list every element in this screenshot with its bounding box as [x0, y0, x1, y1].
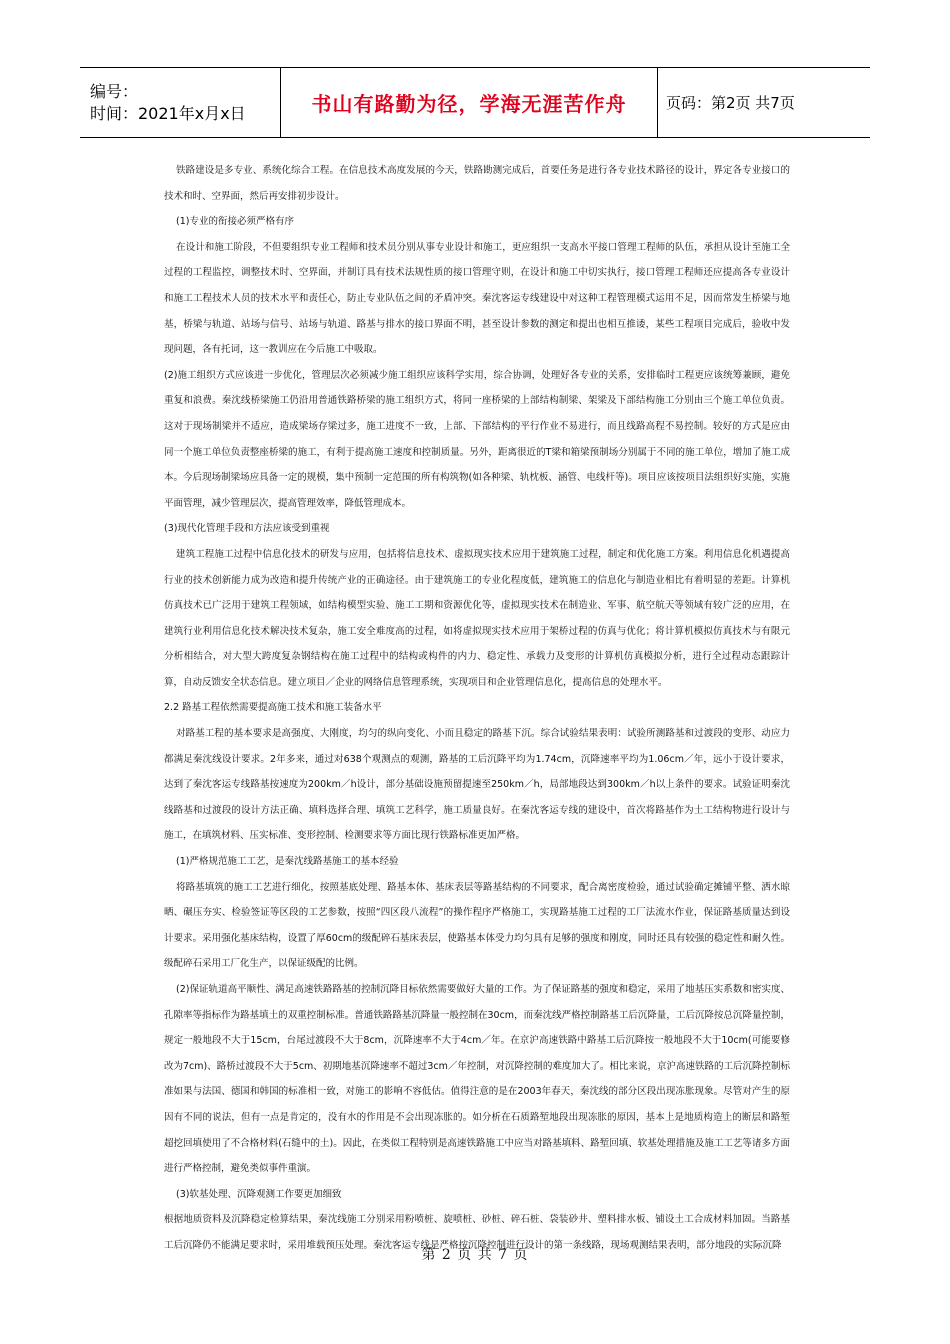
document-body [164, 158, 790, 1259]
page-footer: 第 2 页 共 7 页 [421, 1247, 529, 1263]
heading-construction-process: (1)严格规范施工工艺，是秦沈线路基施工的基本经验 [176, 856, 399, 868]
page-header [80, 67, 870, 138]
paragraph-information-technology: 建筑工程施工过程中信息化技术的研发与应用，包括将信息技术、虚拟现实技术应用于建筑施工过程，制定和优化施工方案。利用信息化机遇提高行业的技术创新能力成为改造和提升传统产业的正确途径。由于建筑施工的专业化程度低，建筑施工的信息化与制造业相比有着明显的差距。计算机仿真技术已广泛用于建筑工程领域，如结构模型实验、施工工期和资源优化等，虚拟现实技术在制造业、军事、航空航天等领域有较广泛的应用，在建筑行业利用信息化技术解决技术复杂，施工安全难度高的过程，如将虚拟现实技术应用于架桥过程的仿真与优化；将计算机模拟仿真技术与有限元分析相结合，对大型大跨度复杂钢结构在施工过程中的结构或构件的内力、稳定性、承载力及变形的计算机仿真模拟分析，进行全过程动态跟踪计算，自动反馈安全状态信息。建立项目／企业的网络信息管理系统，实现项目和企业管理信息化，提高信息的处理水平。 [164, 548, 790, 688]
paragraph-construction-organization: (2)施工组织方式应该进一步优化，管理层次必须减少施工组织应该科学实用，综合协调，处理好各专业的关系，安排临时工程更应该统筹兼顾，避免重复和浪费。秦沈线桥梁施工仍沿用普通铁路桥梁的施工组织方式，将同一座桥梁的上部结构制梁、架梁及下部结构施工分别由三个施工单位负责。这对于现场制梁并不适应，造成梁场存梁过多，施工进度不一致，上部、下部结构的平行作业不易进行，而且线路高程不易控制。较好的方式是应由同一个施工单位负责整座桥梁的施工，有利于提高施工速度和控制质量。另外，距离很近的T梁和箱梁预制场分别属于不同的施工单位，增加了施工成本。今后现场制梁场应具备一定的规模，集中预制一定范围的所有构筑物(如各种梁、轨枕板、涵管、电线杆等)。项目应该按项目法组织好实施，实施平面管理，减少管理层次，提高管理效率，降低管理成本。 [164, 369, 790, 509]
motto-text: 书山有路勤为径，学海无涯苦作舟 [311, 92, 627, 116]
paragraph-subgrade-requirements: 对路基工程的基本要求是高强度、大刚度，均匀的纵向变化、小而且稳定的路基下沉。综合试验结果表明：试验所测路基和过渡段的变形、动应力都满足秦沈线设计要求。2年多来，通过对638个观测点的观测，路基的工后沉降平均为1.74cm，沉降速率平均为1.06cm／年，远小于设计要求，达到了秦沈客运专线路基按速度为200km／h设计，部分基础设施预留提速至250km／h，局部地段达到300km／h以上条件的要求。试验证明秦沈线路基和过渡段的设计方法正确、填料选择合理、填筑工艺科学，施工质量良好。在秦沈客运专线的建设中，首次将路基作为土工结构物进行设计与施工，在填筑材料、压实标准、变形控制、检测要求等方面比现行铁路标准更加严格。 [164, 728, 790, 842]
page-number-text: 页码：第2页 共7页 [666, 94, 795, 112]
header-info [80, 68, 280, 137]
heading-modern-management: (3)现代化管理手段和方法应该受到重视 [164, 523, 330, 535]
document-code-label: 编号： [90, 81, 139, 101]
paragraph-settlement-control: (2)保证轨道高平顺性、满足高速铁路路基的控制沉降目标依然需要做好大量的工作。为了保证路基的强度和稳定，采用了地基压实系数和密实度、孔隙率等指标作为路基填土的双重控制标准。普通铁路路基沉降量一般控制在30cm，而秦沈线严格控制路基工后沉降量，工后沉降按总沉降量控制，规定一般地段不大于15cm，台尾过渡段不大于8cm，沉降速率不大于4cm／年。在京沪高速铁路中路基工后沉降按一般地段不大于10cm(可能要修改为7cm)、路桥过渡段不大于5cm、初期地基沉降速率不超过3cm／年控制，对沉降控制的难度加大了。相比来说，京沪高速铁路的工后沉降控制标准如果与法国、德国和韩国的标准相一致，对施工的影响不容低估。值得注意的是在2003年春天，秦沈线的部分区段出现冻胀现象。尽管对产生的原因有不同的说法，但有一点是肯定的，没有水的作用是不会出现冻胀的。如分析在石质路堑地段出现冻胀的原因，基本上是地质构造上的断层和路堑超挖回填使用了不合格材料(石缝中的土)。因此，在类似工程特别是高速铁路施工中应当对路基填料、路堑回填、软基处理措施及施工工艺等诸多方面进行严格控制，避免类似事件重演。 [164, 984, 790, 1175]
heading-professional-connection: (1)专业的衔接必须严格有序 [176, 216, 294, 228]
paragraph-filling-process: 将路基填筑的施工工艺进行细化，按照基底处理、路基本体、基床表层等路基结构的不同要求，配合离密度检验，通过试验确定摊铺平整、洒水晾晒、碾压夯实、检验签证等区段的工艺参数，按照“四区段八流程”的操作程序严格施工，实现路基施工过程的工厂法流水作业，保证路基质量达到设计要求。采用强化基床结构，设置了厚60cm的级配碎石基床表层，使路基本体受力均匀具有足够的强度和刚度，同时还具有较强的稳定性和耐久性。级配碎石采用工厂化生产，以保证级配的比例。 [164, 881, 790, 970]
paragraph-interface-management: 在设计和施工阶段，不但要组织专业工程师和技术员分别从事专业设计和施工，更应组织一支高水平接口管理工程师的队伍，承担从设计至施工全过程的工程监控，调整技术时、空界面，并制订具有技术法规性质的接口管理守则，在设计和施工中切实执行，接口管理工程师还应提高各专业设计和施工工程技术人员的技术水平和责任心，防止专业队伍之间的矛盾冲突。秦沈客运专线建设中对这种工程管理模式运用不足，因而常发生桥梁与地基，桥梁与轨道、站场与信号、站场与轨道、路基与排水的接口界面不明，甚至设计参数的测定和提出也相互推诿，某些工程项目完成后，验收中发现问题，各有托词，这一教训应在今后施工中吸取。 [164, 241, 790, 356]
paragraph-soft-foundation: 根据地质资料及沉降稳定检算结果，秦沈线施工分别采用粉喷桩、旋喷桩、砂桩、碎石桩、袋装砂井、塑料排水板、铺设土工合成材料加固。当路基工后沉降仍不能满足要求时，采用堆载预压处理。秦沈客运专线是严格按沉降控制进行设计的第一条线路，现场观测结果表明，部分地段的实际沉降 [164, 1214, 790, 1251]
section-heading-subgrade: 2.2 路基工程依然需要提高施工技术和施工装备水平 [164, 702, 382, 714]
header-page-info [658, 68, 870, 137]
document-date: 时间：2021年x月x日 [90, 103, 246, 123]
header-motto [280, 68, 658, 137]
heading-soft-foundation: (3)软基处理、沉降观测工作要更加细致 [176, 1188, 342, 1200]
paragraph-intro: 铁路建设是多专业、系统化综合工程。在信息技术高度发展的今天，铁路勘测完成后，首要任务是进行各专业技术路径的设计，界定各专业接口的技术和时、空界面，然后再安排初步设计。 [164, 165, 790, 202]
